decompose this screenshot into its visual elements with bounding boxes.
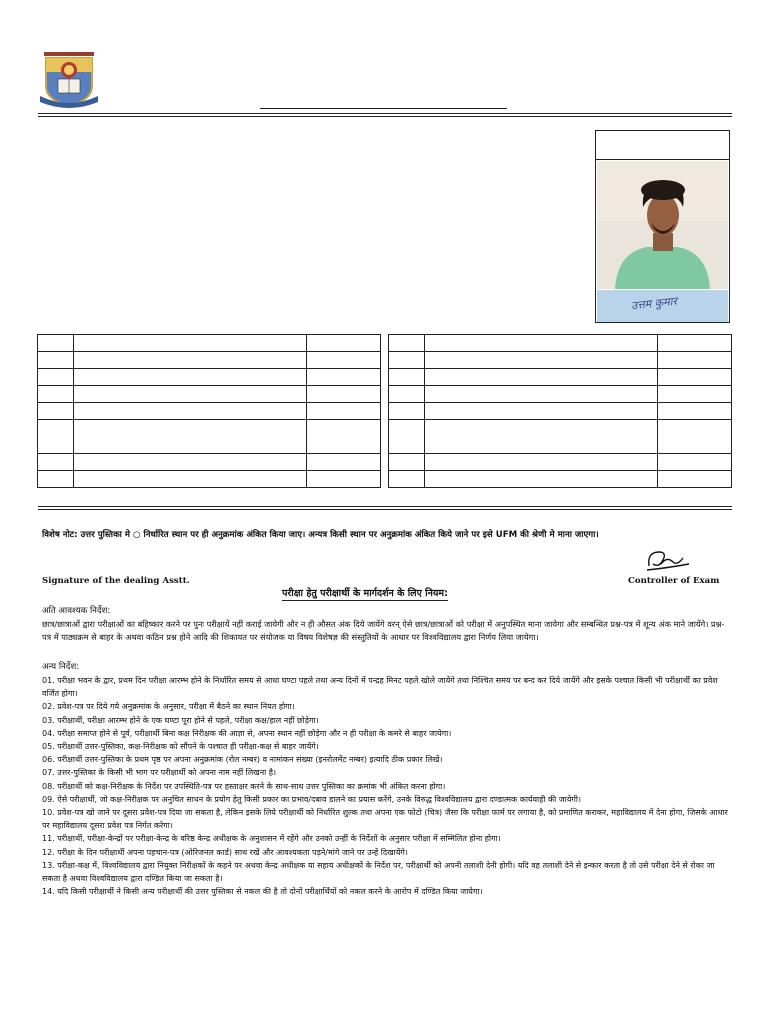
table-cell xyxy=(38,335,74,352)
list-item: 03. परीक्षार्थी, परीक्षा आरम्भ होने के एक घण्टा पूरा होने से पहले, परीक्षा कक्ष/हाल नहीं छोड़ेगा। xyxy=(42,715,319,725)
table-row xyxy=(389,352,732,369)
table-cell xyxy=(38,369,74,386)
table-cell xyxy=(307,335,381,352)
table-cell xyxy=(658,335,732,352)
table-row xyxy=(389,386,732,403)
table-cell xyxy=(73,386,306,403)
candidate-signature-text: उत्तम कुमार xyxy=(630,294,678,313)
table-cell xyxy=(389,369,425,386)
list-item: 11. परीक्षार्थी, परीक्षा-केन्द्रों पर परीक्षा-केन्द्र के वरिष्ठ केन्द्र अधीक्षक के अनुशासन में रहेंगे और उनको उन्हीं के निर्देशों के अनुसार परीक्षा में सम्मिलित होना होगा। xyxy=(42,834,501,844)
table-row xyxy=(38,386,381,403)
table-cell xyxy=(38,386,74,403)
controller-signature xyxy=(643,546,693,576)
table-cell xyxy=(424,420,657,454)
table-cell xyxy=(424,386,657,403)
table-cell xyxy=(658,403,732,420)
special-note: विशेष नोट: उत्तर पुस्तिका मे ○ निर्धारित स्थान पर ही अनुक्रमांक अंकित किया जाए। अन्यत्र किसी स्थान पर अनुक्रमांक अंकित किये जाने पर इसे UFM की श्रेणी मे माना जाएगा। xyxy=(42,530,599,540)
controller-signature-label: Controller of Exam xyxy=(628,576,720,586)
section-rule-top xyxy=(38,506,732,507)
table-cell xyxy=(424,335,657,352)
list-item: 07. उत्तर-पुस्तिका के किसी भी भाग पर परीक्षार्थी को अपना नाम नहीं लिखना है। xyxy=(42,768,277,778)
table-cell xyxy=(307,454,381,471)
table-row xyxy=(389,471,732,488)
table-cell xyxy=(38,403,74,420)
table-cell xyxy=(38,420,74,454)
details-table-right xyxy=(388,334,732,488)
section-rule-bottom xyxy=(38,509,732,510)
table-cell xyxy=(73,420,306,454)
table-row xyxy=(389,335,732,352)
header-rule-bottom xyxy=(38,116,732,117)
table-cell xyxy=(658,454,732,471)
list-item: 05. परीक्षार्थी उत्तर-पुस्तिका, कक्ष-निरीक्षक को सौंपने के पश्चात ही परीक्षा-कक्ष से बाहर जायेंगे। xyxy=(42,742,319,752)
table-cell xyxy=(389,403,425,420)
rules-list xyxy=(42,674,732,898)
table-cell xyxy=(307,471,381,488)
guidelines-title: परीक्षा हेतु परीक्षार्थी के मार्गदर्शन के लिए नियम: xyxy=(282,588,448,599)
list-item: 12. परीक्षा के दिन परीक्षार्थी अपना पहचान-पत्र (ओरिजनल कार्ड) साथ रखें और आवश्यकता पड़ने/मांगे जाने पर उन्हें दिखायेंगे। xyxy=(42,847,408,857)
table-cell xyxy=(658,352,732,369)
list-item: 08. परीक्षार्थी को कक्ष-निरीक्षक के निर्देश पर उपस्थिति-पत्र पर हस्ताक्षर करने के साथ-साथ उत्तर पुस्तिका का क्रमांक भी अंकित करना होगा। xyxy=(42,781,446,791)
title-underline xyxy=(260,108,507,109)
table-cell xyxy=(307,352,381,369)
other-instructions-heading: अन्य निर्देश: xyxy=(42,662,80,672)
university-emblem-icon xyxy=(38,52,100,108)
table-cell xyxy=(73,335,306,352)
table-cell xyxy=(307,369,381,386)
table-cell xyxy=(658,386,732,403)
table-row xyxy=(38,369,381,386)
table-row xyxy=(389,420,732,454)
table-cell xyxy=(389,454,425,471)
table-cell xyxy=(389,420,425,454)
table-cell xyxy=(389,352,425,369)
table-cell xyxy=(424,471,657,488)
table-cell xyxy=(307,420,381,454)
list-item: 14. यदि किसी परीक्षार्थी ने किसी अन्य परीक्षार्थी की उत्तर पुस्तिका से नकल की है तो दोनों परीक्षार्थियों को नकल करने के आरोप में दण्डित किया जायेगा। xyxy=(42,887,483,897)
table-cell xyxy=(73,403,306,420)
table-cell xyxy=(658,369,732,386)
list-item: 09. ऐसे परीक्षार्थी, जो कक्ष-निरीक्षक पर अनुचित साधन के प्रयोग हेतु किसी प्रकार का प्रभाव/दबाव डालने का प्रयास करेंगे, उनके विरुद्ध विश्वविद्यालय द्वारा दण्डात्मक कार्यवाही की जायेगी। xyxy=(42,794,581,804)
table-row xyxy=(38,403,381,420)
table-cell xyxy=(38,471,74,488)
details-table-left xyxy=(37,334,381,488)
table-row xyxy=(38,352,381,369)
table-cell xyxy=(307,386,381,403)
list-item: 10. प्रवेश-पत्र खो जाने पर दूसरा प्रवेश-पत्र दिया जा सकता है, लेकिन इसके लिये परीक्षार्थी को निर्धारित शुल्क तथा अपना एक फोटो (चित्र) जैसा कि परीक्षा फार्म पर लगाया है, को प्रमाणित कराकर, महाविद्यालय में देना होगा, जिसके आधार पर महाविद्यालय दूसरा प्रवेश पत्र निर्गत करेगा। xyxy=(42,808,728,831)
table-cell xyxy=(389,386,425,403)
table-cell xyxy=(658,471,732,488)
table-row xyxy=(38,335,381,352)
table-cell xyxy=(73,369,306,386)
table-cell xyxy=(658,420,732,454)
urgent-instructions-heading: अति आवश्यक निर्देश: xyxy=(42,606,111,616)
list-item: 06. परीक्षार्थी उत्तर-पुस्तिका के प्रथम पृष्ठ पर अपना अनुक्रमांक (रोल नम्बर) व नामांकन संख्या (इनरोलमेंट नम्बर) इत्यादि ठीक प्रकार लिखें। xyxy=(42,755,443,765)
photo-header-cell xyxy=(596,131,729,160)
dealing-assistant-signature-label: Signature of the dealing Asstt. xyxy=(42,576,190,586)
table-row xyxy=(389,403,732,420)
table-cell xyxy=(389,335,425,352)
candidate-photo xyxy=(597,161,728,289)
table-cell xyxy=(73,454,306,471)
table-cell xyxy=(38,454,74,471)
table-row xyxy=(389,369,732,386)
candidate-signature xyxy=(597,290,728,322)
table-cell xyxy=(307,403,381,420)
table-cell xyxy=(424,403,657,420)
list-item: 13. परीक्षा-कक्ष में, विश्वविद्यालय द्वारा नियुक्त निरीक्षकों के कहने पर अथवा केन्द्र अधीक्षक या सहाय अधीक्षकों के निर्देश पर, परीक्षार्थी को अपनी तलाशी देनी होगी। यदि वह तलाशी देने से इन्कार करता है तो उसे परीक्षा देने से रोका जा सकता है अथवा विश्वविद्यालय द्वारा दण्डित किया जा सकता है। xyxy=(42,860,715,884)
list-item: 04. परीक्षा समाप्त होने से पूर्व, परीक्षार्थी बिना कक्ष निरीक्षक की आज्ञा से, अपना स्थान नहीं छोड़ेगा और न ही परीक्षा के कमरे से बाहर जायेगा। xyxy=(42,728,452,738)
table-cell xyxy=(424,454,657,471)
header-rule-top xyxy=(38,113,732,114)
table-cell xyxy=(424,352,657,369)
urgent-instructions-text: छात्र/छात्राओं द्वारा परीक्षाओं का बहिष्कार करने पर पुनः परीक्षायें नहीं कराई जायेगी और न ही औसत अंक दिये जायेंगे वरन् ऐसे छात्र/छात्राओं को परीक्षा में अनुपस्थित माना जायेगा और सम्बन्धित प्रश्न-पत्र में शून्य अंक माने जायेंगे। प्रश्न-पत्र में पाठ्यक्रम से बाहर के अथवा कठिन प्रश्न होने आदि की शिकायत पर संयोजक या विषय विशेषज्ञ की संस्तुतियों के आधार पर विश्वविद्यालय द्वारा निर्णय लिया जायेगा। xyxy=(42,619,725,642)
table-cell xyxy=(38,352,74,369)
table-row xyxy=(38,454,381,471)
table-cell xyxy=(389,471,425,488)
list-item: 01. परीक्षा भवन के द्वार, प्रथम दिन परीक्षा आरम्भ होने के निर्धारित समय से आधा घण्टा पहले तथा अन्य दिनों में पन्द्रह मिनट पहले खोले जायेंगे तथा निश्चित समय पर बन्द कर दिये जायेंगे और इसके पश्चात किसी भी परीक्षार्थी का प्रवेश वर्जित होगा। xyxy=(42,676,718,699)
table-cell xyxy=(73,352,306,369)
table-cell xyxy=(424,369,657,386)
table-row xyxy=(38,420,381,454)
table-row xyxy=(389,454,732,471)
table-cell xyxy=(73,471,306,488)
candidate-photo-box xyxy=(595,130,730,323)
table-row xyxy=(38,471,381,488)
list-item: 02. प्रवेश-पत्र पर दिये गये अनुक्रमांक के अनुसार, परीक्षा में बैठने का स्थान नियत होगा। xyxy=(42,702,295,712)
